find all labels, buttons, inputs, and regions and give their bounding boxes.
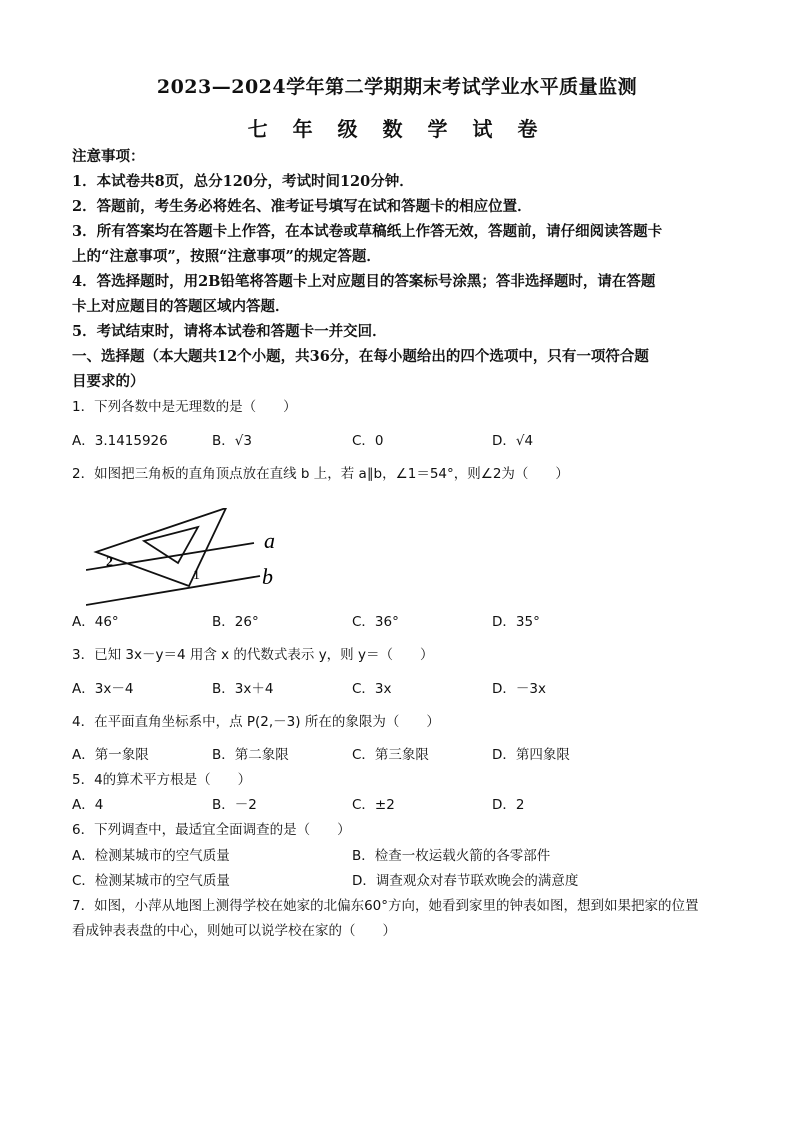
question-7-stem-cont: 看成钟表表盘的中心，则她可以说学校在家的（ ） <box>72 923 396 939</box>
q1-option-d: D．√4 <box>492 433 534 449</box>
q2-option-c: C．36° <box>352 614 399 630</box>
q3-option-b: B．3x＋4 <box>212 681 274 697</box>
q4-option-d: D．第四象限 <box>492 747 570 763</box>
question-1-stem: 1．下列各数中是无理数的是（ ） <box>72 399 297 415</box>
q2-option-b: B．26° <box>212 614 259 630</box>
exam-subtitle: 七 年 级 数 学 试 卷 <box>247 117 547 141</box>
notice-heading: 注意事项： <box>72 148 145 165</box>
notice-item: 3．所有答案均在答题卡上作答，在本试卷或草稿纸上作答无效，答题前，请仔细阅读答题卡 <box>72 223 663 240</box>
section-heading-cont: 目要求的） <box>72 373 145 390</box>
q4-option-c: C．第三象限 <box>352 747 429 763</box>
notice-item: 5．考试结束时，请将本试卷和答题卡一并交回． <box>72 323 387 340</box>
q6-option-c: C．检测某城市的空气质量 <box>72 873 230 889</box>
q5-option-d: D．2 <box>492 797 525 813</box>
q4-option-b: B．第二象限 <box>212 747 289 763</box>
notice-item: 2．答题前，考生务必将姓名、准考证号填写在试和答题卡的相应位置． <box>72 198 532 215</box>
notice-item: 上的“注意事项”，按照“注意事项”的规定答题． <box>72 248 381 265</box>
exam-title: 2023—2024学年第二学期期末考试学业水平质量监测 <box>156 76 638 98</box>
question-6-stem: 6．下列调查中，最适宜全面调查的是（ ） <box>72 822 351 838</box>
notice-item: 1．本试卷共8页，总分120分，考试时间120分钟． <box>72 173 414 190</box>
label-angle-1: 1 <box>193 568 200 583</box>
notice-item: 卡上对应题目的答题区域内答题． <box>72 298 290 315</box>
label-a: a <box>264 528 275 553</box>
triangle-outer <box>96 508 226 586</box>
q6-option-b: B．检查一枚运载火箭的各零部件 <box>352 848 551 864</box>
q4-option-a: A．第一象限 <box>72 747 149 763</box>
q1-option-c: C．0 <box>352 433 384 449</box>
label-b: b <box>262 564 273 589</box>
q3-option-a: A．3x－4 <box>72 681 134 697</box>
label-angle-2: 2 <box>106 555 113 570</box>
triangle-figure <box>86 508 286 608</box>
q5-option-b: B．－2 <box>212 797 257 813</box>
question-4-stem: 4．在平面直角坐标系中，点 P(2,－3) 所在的象限为（ ） <box>72 714 440 730</box>
q5-option-a: A．4 <box>72 797 104 813</box>
q3-option-d: D．－3x <box>492 681 546 697</box>
q2-option-a: A．46° <box>72 614 119 630</box>
q2-option-d: D．35° <box>492 614 540 630</box>
q3-option-c: C．3x <box>352 681 392 697</box>
question-5-stem: 5．4的算术平方根是（ ） <box>72 772 252 788</box>
section-heading: 一、选择题（本大题共12个小题，共36分，在每小题给出的四个选项中，只有一项符合题 <box>72 348 649 365</box>
q6-option-a: A．检测某城市的空气质量 <box>72 848 230 864</box>
question-2-stem: 2．如图把三角板的直角顶点放在直线 b 上，若 a∥b，∠1＝54°，则∠2为（ ） <box>72 466 569 482</box>
question-7-stem: 7．如图，小萍从地图上测得学校在她家的北偏东60°方向，她看到家里的钟表如图，想到如果把家的位置 <box>72 898 699 914</box>
question-3-stem: 3．已知 3x－y＝4 用含 x 的代数式表示 y，则 y＝（ ） <box>72 647 434 663</box>
q6-option-d: D．调查观众对春节联欢晚会的满意度 <box>352 873 579 889</box>
q1-option-a: A．3.1415926 <box>72 433 168 449</box>
q1-option-b: B．√3 <box>212 433 252 449</box>
notice-item: 4．答选择题时，用2B铅笔将答题卡上对应题目的答案标号涂黑；答非选择题时，请在答题 <box>72 273 656 290</box>
q5-option-c: C．±2 <box>352 797 395 813</box>
